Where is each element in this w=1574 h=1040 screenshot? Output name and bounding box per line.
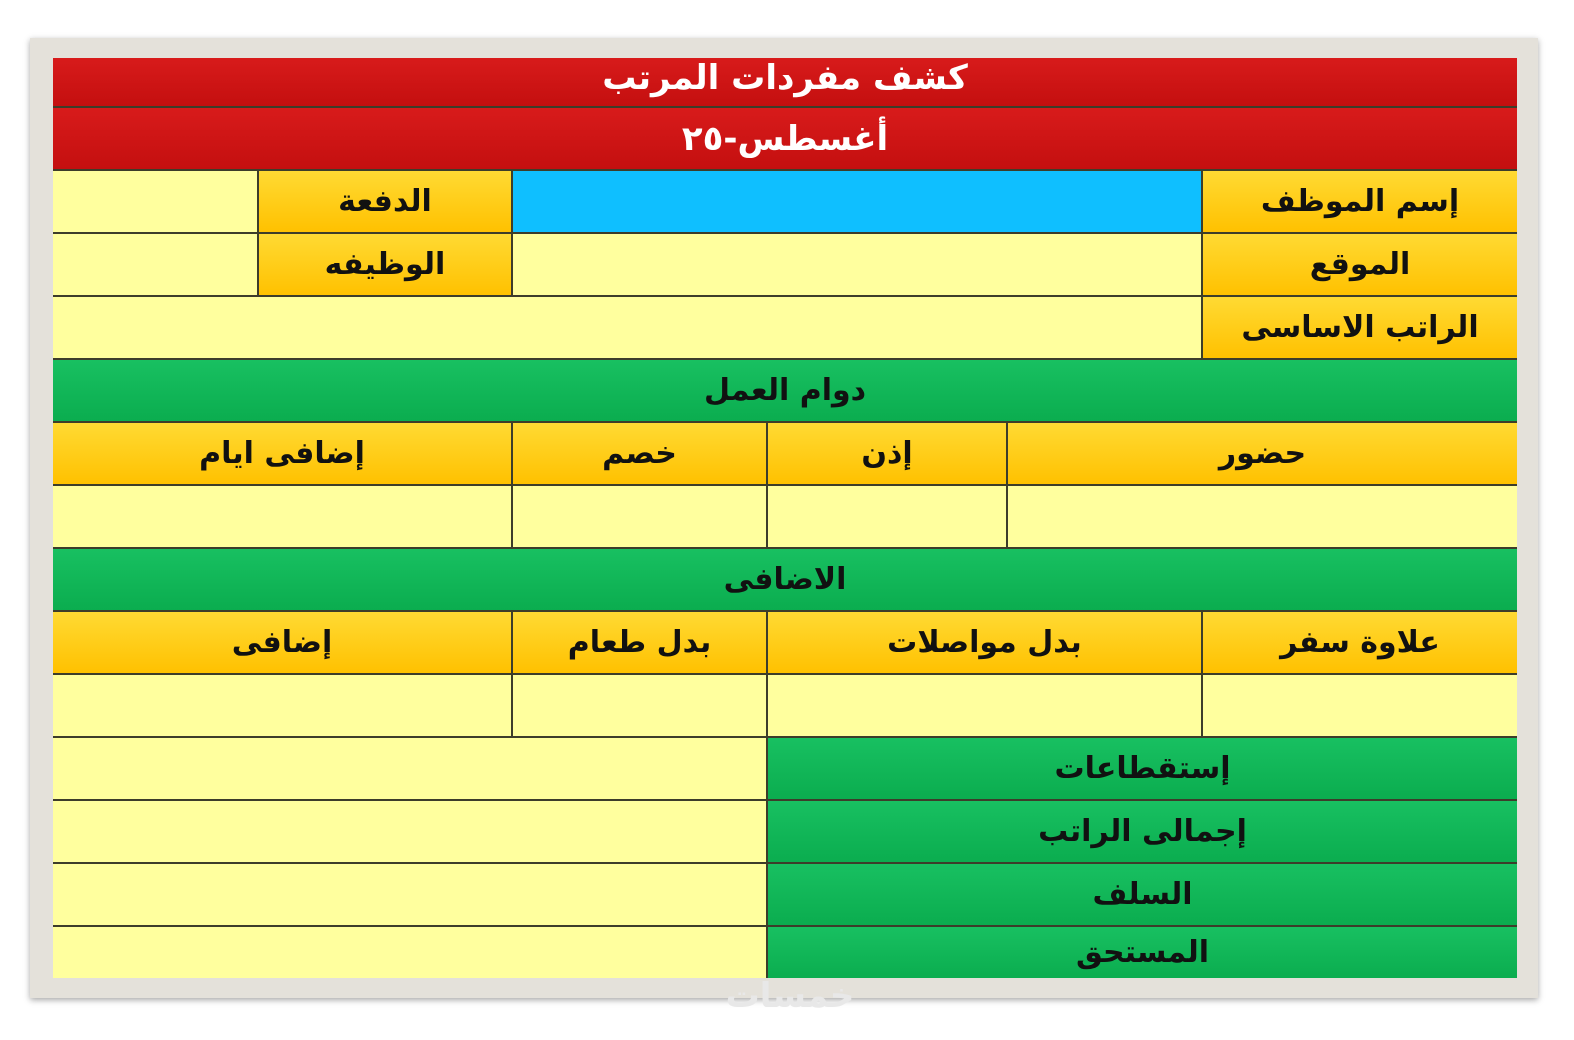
deductions-value[interactable] — [53, 738, 768, 799]
location-value[interactable] — [513, 234, 1203, 295]
extras-section-title: الاضافى — [53, 549, 1517, 610]
transport-allowance-header: بدل مواصلات — [768, 612, 1203, 673]
job-label: الوظيفه — [259, 234, 513, 295]
batch-value[interactable] — [53, 171, 259, 232]
net-label: المستحق — [768, 927, 1517, 978]
travel-allowance-header: علاوة سفر — [1203, 612, 1517, 673]
sheet-title: كشف مفردات المرتب — [53, 58, 1517, 106]
deductions-label: إستقطاعات — [768, 738, 1517, 799]
transport-allowance-value[interactable] — [768, 675, 1203, 736]
location-label: الموقع — [1203, 234, 1517, 295]
payslip-sheet — [53, 58, 1517, 978]
attendance-header: حضور — [1008, 423, 1517, 484]
extra-value[interactable] — [53, 675, 513, 736]
watermark-logo: خمسات — [725, 976, 855, 1016]
attendance-value[interactable] — [1008, 486, 1517, 547]
net-value[interactable] — [53, 927, 768, 978]
basic-salary-label: الراتب الاساسى — [1203, 297, 1517, 358]
basic-salary-value[interactable] — [53, 297, 1203, 358]
attendance-values-row — [53, 486, 1517, 549]
extras-section-row — [53, 549, 1517, 612]
food-allowance-header: بدل طعام — [513, 612, 768, 673]
month-row — [53, 108, 1517, 171]
attendance-section-row — [53, 360, 1517, 423]
attendance-header-row — [53, 423, 1517, 486]
extras-values-row — [53, 675, 1517, 738]
gross-salary-row — [53, 801, 1517, 864]
gross-salary-label: إجمالى الراتب — [768, 801, 1517, 862]
permission-value[interactable] — [768, 486, 1008, 547]
attendance-section-title: دوام العمل — [53, 360, 1517, 421]
net-row — [53, 927, 1517, 978]
basic-salary-row — [53, 297, 1517, 360]
extra-header: إضافى — [53, 612, 513, 673]
gross-salary-value[interactable] — [53, 801, 768, 862]
location-row — [53, 234, 1517, 297]
advances-label: السلف — [768, 864, 1517, 925]
month-label: أغسطس-٢٥ — [53, 108, 1517, 169]
extra-days-header: إضافى ايام — [53, 423, 513, 484]
job-value[interactable] — [53, 234, 259, 295]
advances-row — [53, 864, 1517, 927]
deductions-row — [53, 738, 1517, 801]
food-allowance-value[interactable] — [513, 675, 768, 736]
employee-row — [53, 171, 1517, 234]
extra-days-value[interactable] — [53, 486, 513, 547]
extras-header-row — [53, 612, 1517, 675]
title-row — [53, 58, 1517, 108]
travel-allowance-value[interactable] — [1203, 675, 1517, 736]
employee-name-value[interactable] — [513, 171, 1203, 232]
permission-header: إذن — [768, 423, 1008, 484]
deduction-value[interactable] — [513, 486, 768, 547]
deduction-header: خصم — [513, 423, 768, 484]
employee-name-label: إسم الموظف — [1203, 171, 1517, 232]
advances-value[interactable] — [53, 864, 768, 925]
batch-label: الدفعة — [259, 171, 513, 232]
